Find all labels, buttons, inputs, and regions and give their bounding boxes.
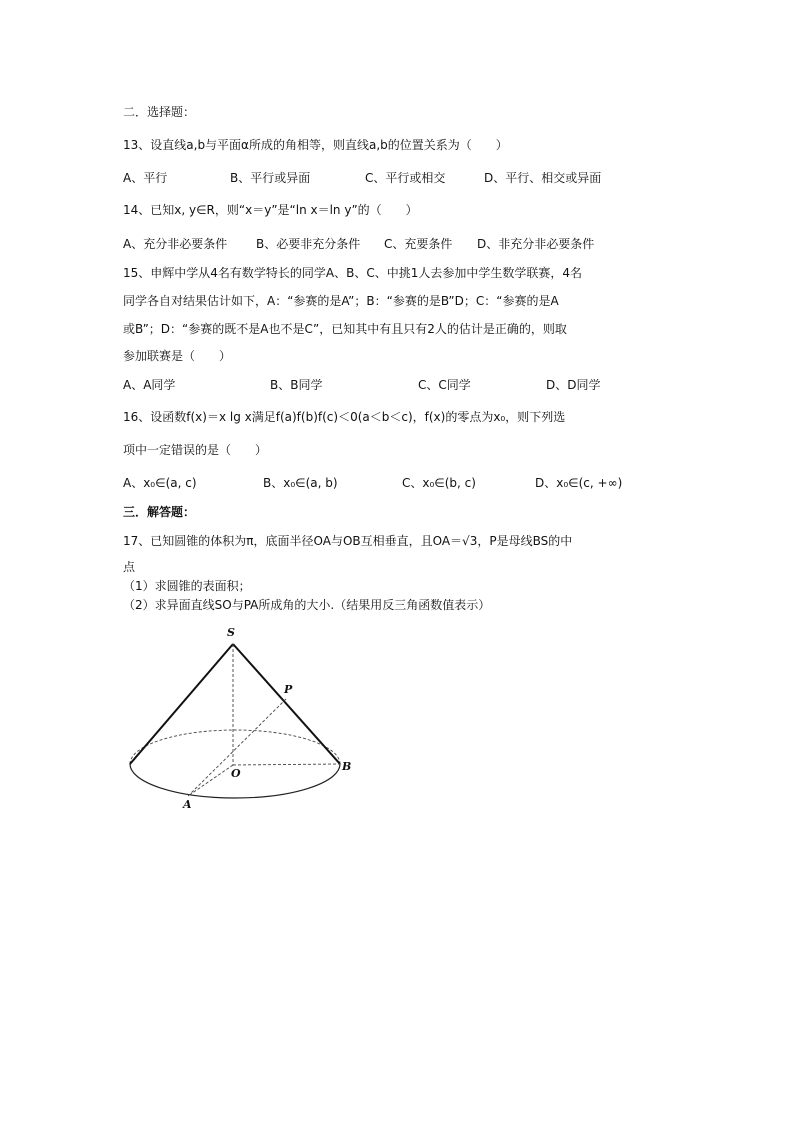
q13-option-b: B、平行或异面: [230, 171, 311, 185]
q15-option-b: B、B同学: [270, 378, 323, 392]
label-o: O: [231, 767, 241, 780]
q14-stem: 14、已知x, y∈R，则“x＝y”是“ln x＝ln y”的（ ）: [123, 203, 418, 217]
q15-option-a: A、A同学: [123, 378, 176, 392]
q14-option-c: C、充要条件: [384, 237, 453, 251]
q13-option-d: D、平行、相交或异面: [484, 171, 602, 185]
q16-option-d: D、x₀∈(c, +∞): [535, 476, 623, 490]
q16-line-1: 16、设函数f(x)＝x lg x满足f(a)f(b)f(c)＜0(a＜b＜c)，f(x)的零点为x₀，则下列选: [123, 410, 566, 424]
q13-option-c: C、平行或相交: [365, 171, 446, 185]
q13-option-a: A、平行: [123, 171, 168, 185]
segment-pa: [188, 699, 286, 796]
q14-option-d: D、非充分非必要条件: [477, 237, 595, 251]
q16-line-2: 项中一定错误的是（ ）: [123, 443, 268, 457]
radius-ob: [233, 764, 340, 765]
q16-option-c: C、x₀∈(b, c): [402, 476, 476, 490]
q15-line-3: 或B”；D：“参赛的既不是A也不是C”，已知其中有且只有2人的估计是正确的，则取: [123, 322, 567, 336]
label-a: A: [183, 798, 192, 811]
cone-figure: [120, 622, 360, 817]
q17-line-2: 点: [123, 560, 136, 574]
label-s: S: [227, 626, 235, 639]
q15-line-2: 同学各自对结果估计如下，A：“参赛的是A”；B：“参赛的是B”D；C：“参赛的是A: [123, 294, 559, 308]
cone-edge-left: [130, 644, 233, 764]
q15-line-1: 15、申辉中学从4名有数学特长的同学A、B、C、中挑1人去参加中学生数学联赛，4名: [123, 266, 582, 280]
cone-edge-right: [233, 644, 340, 764]
cone-base-back-arc: [130, 730, 340, 764]
q17-line-1: 17、已知圆锥的体积为π，底面半径OA与OB互相垂直，且OA＝√3，P是母线BS的中: [123, 534, 573, 548]
q15-line-4: 参加联赛是（ ）: [123, 349, 232, 363]
q17-part-1: （1）求圆锥的表面积；: [123, 579, 251, 593]
label-b: B: [342, 760, 352, 773]
q14-option-a: A、充分非必要条件: [123, 237, 228, 251]
q14-option-b: B、必要非充分条件: [256, 237, 361, 251]
q16-option-b: B、x₀∈(a, b): [263, 476, 338, 490]
label-p: P: [284, 683, 293, 696]
section-3-heading: 三．解答题：: [123, 505, 196, 519]
q16-option-a: A、x₀∈(a, c): [123, 476, 197, 490]
q15-option-d: D、D同学: [546, 378, 601, 392]
radius-oa: [188, 765, 233, 796]
section-2-heading: 二．选择题：: [123, 105, 196, 119]
q17-part-2: （2）求异面直线SO与PA所成角的大小.（结果用反三角函数值表示）: [123, 598, 491, 612]
q15-option-c: C、C同学: [418, 378, 471, 392]
q13-stem: 13、设直线a,b与平面α所成的角相等，则直线a,b的位置关系为（ ）: [123, 138, 508, 152]
